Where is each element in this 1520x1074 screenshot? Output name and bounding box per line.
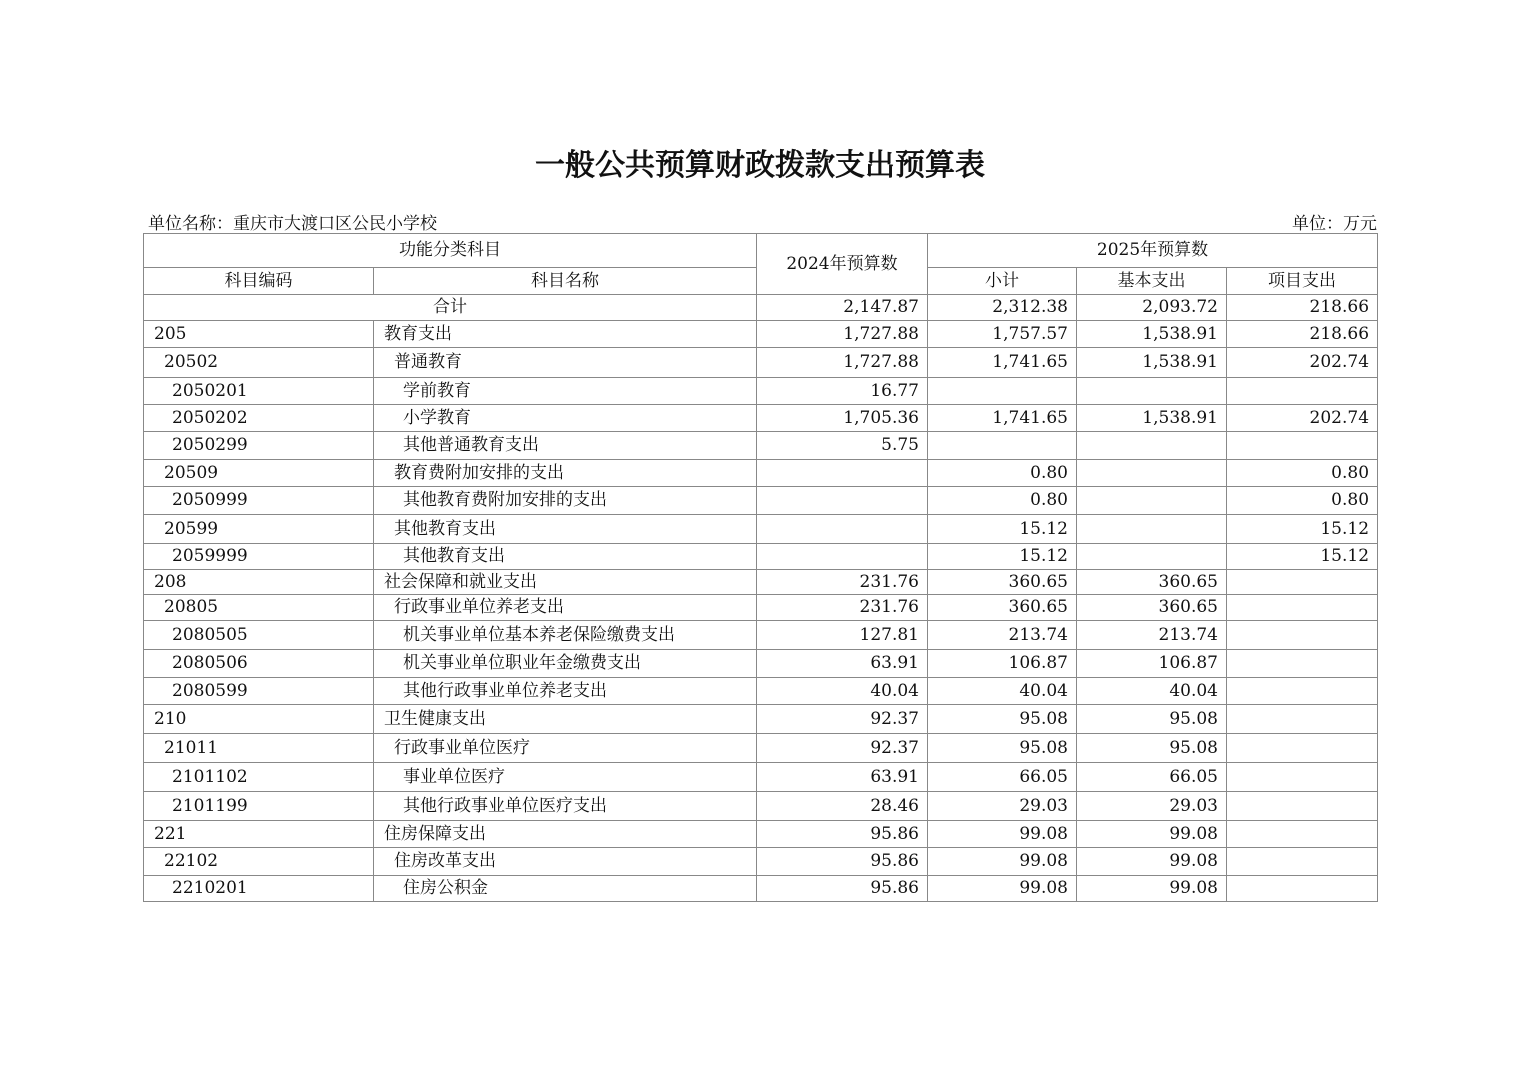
table-row bbox=[144, 348, 1378, 378]
budget-2024-cell: 28.46 bbox=[757, 792, 928, 821]
table-row bbox=[144, 544, 1378, 570]
table-row bbox=[144, 821, 1378, 848]
budget-2025-subtotal-cell: 15.12 bbox=[928, 515, 1077, 544]
budget-2025-project-cell bbox=[1227, 734, 1378, 763]
budget-2024-cell: 63.91 bbox=[757, 650, 928, 678]
budget-2025-subtotal-cell: 1,741.65 bbox=[928, 348, 1077, 378]
budget-2025-basic-cell: 95.08 bbox=[1077, 734, 1227, 763]
budget-2025-subtotal-cell: 95.08 bbox=[928, 734, 1077, 763]
budget-2025-subtotal-cell: 99.08 bbox=[928, 821, 1077, 848]
subject-code-cell: 20805 bbox=[144, 595, 374, 621]
budget-2025-subtotal-cell: 99.08 bbox=[928, 876, 1077, 902]
subject-name-cell: 住房改革支出 bbox=[374, 848, 757, 876]
header-row-1 bbox=[144, 234, 1378, 268]
budget-2025-project-cell bbox=[1227, 705, 1378, 734]
subject-name-cell: 其他普通教育支出 bbox=[374, 432, 757, 460]
total-basic: 2,093.72 bbox=[1077, 295, 1227, 321]
budget-2024-cell: 5.75 bbox=[757, 432, 928, 460]
budget-2025-basic-cell: 66.05 bbox=[1077, 763, 1227, 792]
total-subtotal: 2,312.38 bbox=[928, 295, 1077, 321]
budget-2024-cell: 127.81 bbox=[757, 621, 928, 650]
budget-2025-subtotal-cell bbox=[928, 432, 1077, 460]
currency-unit-label: 单位：万元 bbox=[1292, 214, 1377, 234]
header-2024-budget: 2024年预算数 bbox=[757, 234, 928, 295]
subject-name-cell: 卫生健康支出 bbox=[374, 705, 757, 734]
subject-name-cell: 住房公积金 bbox=[374, 876, 757, 902]
subject-name-cell: 住房保障支出 bbox=[374, 821, 757, 848]
budget-2024-cell bbox=[757, 487, 928, 515]
header-project-expenditure: 项目支出 bbox=[1227, 268, 1378, 295]
subject-name-cell: 机关事业单位基本养老保险缴费支出 bbox=[374, 621, 757, 650]
subject-name-cell: 其他行政事业单位医疗支出 bbox=[374, 792, 757, 821]
subject-code-cell: 20599 bbox=[144, 515, 374, 544]
table-row bbox=[144, 763, 1378, 792]
budget-2024-cell bbox=[757, 544, 928, 570]
budget-2025-basic-cell: 40.04 bbox=[1077, 678, 1227, 705]
subject-name-cell: 其他行政事业单位养老支出 bbox=[374, 678, 757, 705]
table-row bbox=[144, 405, 1378, 432]
subject-name-cell: 教育支出 bbox=[374, 321, 757, 348]
budget-2025-subtotal-cell: 0.80 bbox=[928, 487, 1077, 515]
subject-code-cell: 210 bbox=[144, 705, 374, 734]
page-title: 一般公共预算财政拨款支出预算表 bbox=[535, 148, 985, 183]
subject-name-cell: 小学教育 bbox=[374, 405, 757, 432]
budget-2025-basic-cell: 1,538.91 bbox=[1077, 348, 1227, 378]
subject-name-cell: 学前教育 bbox=[374, 378, 757, 405]
subject-code-cell: 2050999 bbox=[144, 487, 374, 515]
table-row bbox=[144, 595, 1378, 621]
budget-2025-basic-cell: 99.08 bbox=[1077, 876, 1227, 902]
subject-name-cell: 机关事业单位职业年金缴费支出 bbox=[374, 650, 757, 678]
subject-code-cell: 2050201 bbox=[144, 378, 374, 405]
budget-2024-cell bbox=[757, 460, 928, 487]
budget-2025-basic-cell: 213.74 bbox=[1077, 621, 1227, 650]
budget-2025-subtotal-cell: 1,741.65 bbox=[928, 405, 1077, 432]
budget-2024-cell: 95.86 bbox=[757, 848, 928, 876]
total-label: 合计 bbox=[144, 295, 757, 321]
subject-code-cell: 22102 bbox=[144, 848, 374, 876]
budget-2025-subtotal-cell: 360.65 bbox=[928, 570, 1077, 595]
subject-name-cell: 事业单位医疗 bbox=[374, 763, 757, 792]
budget-2025-basic-cell bbox=[1077, 460, 1227, 487]
budget-2025-project-cell bbox=[1227, 848, 1378, 876]
budget-2025-project-cell: 202.74 bbox=[1227, 405, 1378, 432]
subject-code-cell: 20509 bbox=[144, 460, 374, 487]
budget-2024-cell: 95.86 bbox=[757, 876, 928, 902]
budget-2025-project-cell bbox=[1227, 595, 1378, 621]
budget-2024-cell: 231.76 bbox=[757, 570, 928, 595]
unit-name-label: 单位名称：重庆市大渡口区公民小学校 bbox=[148, 214, 437, 234]
budget-2025-basic-cell: 360.65 bbox=[1077, 595, 1227, 621]
table-row bbox=[144, 621, 1378, 650]
budget-2025-subtotal-cell: 95.08 bbox=[928, 705, 1077, 734]
subject-code-cell: 2080599 bbox=[144, 678, 374, 705]
budget-2025-project-cell: 202.74 bbox=[1227, 348, 1378, 378]
subject-name-cell: 行政事业单位养老支出 bbox=[374, 595, 757, 621]
budget-2025-subtotal-cell: 15.12 bbox=[928, 544, 1077, 570]
subject-code-cell: 2059999 bbox=[144, 544, 374, 570]
table-row bbox=[144, 487, 1378, 515]
subject-name-cell: 其他教育费附加安排的支出 bbox=[374, 487, 757, 515]
budget-2024-cell: 231.76 bbox=[757, 595, 928, 621]
table-row bbox=[144, 734, 1378, 763]
subject-code-cell: 20502 bbox=[144, 348, 374, 378]
table-row bbox=[144, 321, 1378, 348]
total-project: 218.66 bbox=[1227, 295, 1378, 321]
header-subject-code: 科目编码 bbox=[144, 268, 374, 295]
subject-name-cell: 普通教育 bbox=[374, 348, 757, 378]
subject-name-cell: 其他教育支出 bbox=[374, 515, 757, 544]
budget-2025-project-cell: 0.80 bbox=[1227, 487, 1378, 515]
budget-2025-project-cell: 0.80 bbox=[1227, 460, 1378, 487]
subject-code-cell: 2210201 bbox=[144, 876, 374, 902]
budget-2025-project-cell bbox=[1227, 570, 1378, 595]
table-row bbox=[144, 432, 1378, 460]
budget-2025-subtotal-cell: 40.04 bbox=[928, 678, 1077, 705]
budget-2025-basic-cell: 95.08 bbox=[1077, 705, 1227, 734]
subject-name-cell: 教育费附加安排的支出 bbox=[374, 460, 757, 487]
budget-2025-project-cell bbox=[1227, 792, 1378, 821]
budget-2025-basic-cell bbox=[1077, 487, 1227, 515]
budget-2025-subtotal-cell: 106.87 bbox=[928, 650, 1077, 678]
subject-code-cell: 205 bbox=[144, 321, 374, 348]
header-function-category: 功能分类科目 bbox=[144, 234, 757, 268]
subject-code-cell: 2050202 bbox=[144, 405, 374, 432]
subject-code-cell: 2080506 bbox=[144, 650, 374, 678]
subject-code-cell: 2080505 bbox=[144, 621, 374, 650]
budget-2024-cell: 1,727.88 bbox=[757, 348, 928, 378]
budget-2025-basic-cell: 99.08 bbox=[1077, 848, 1227, 876]
budget-2025-subtotal-cell bbox=[928, 378, 1077, 405]
subject-name-cell: 行政事业单位医疗 bbox=[374, 734, 757, 763]
subject-code-cell: 2101102 bbox=[144, 763, 374, 792]
budget-2025-basic-cell: 106.87 bbox=[1077, 650, 1227, 678]
total-row bbox=[144, 295, 1378, 321]
budget-2025-subtotal-cell: 360.65 bbox=[928, 595, 1077, 621]
budget-2025-basic-cell bbox=[1077, 378, 1227, 405]
budget-2025-basic-cell: 1,538.91 bbox=[1077, 321, 1227, 348]
table-row bbox=[144, 876, 1378, 902]
subject-code-cell: 21011 bbox=[144, 734, 374, 763]
budget-2025-project-cell bbox=[1227, 763, 1378, 792]
budget-2025-project-cell bbox=[1227, 678, 1378, 705]
budget-2025-subtotal-cell: 1,757.57 bbox=[928, 321, 1077, 348]
budget-2025-project-cell bbox=[1227, 432, 1378, 460]
table-row bbox=[144, 515, 1378, 544]
header-basic-expenditure: 基本支出 bbox=[1077, 268, 1227, 295]
table-row bbox=[144, 570, 1378, 595]
budget-2024-cell bbox=[757, 515, 928, 544]
budget-2025-basic-cell: 1,538.91 bbox=[1077, 405, 1227, 432]
subject-name-cell: 社会保障和就业支出 bbox=[374, 570, 757, 595]
budget-2025-project-cell: 15.12 bbox=[1227, 544, 1378, 570]
total-2024: 2,147.87 bbox=[757, 295, 928, 321]
subject-code-cell: 208 bbox=[144, 570, 374, 595]
budget-2025-project-cell bbox=[1227, 650, 1378, 678]
budget-2025-subtotal-cell: 66.05 bbox=[928, 763, 1077, 792]
subject-code-cell: 2050299 bbox=[144, 432, 374, 460]
budget-2024-cell: 95.86 bbox=[757, 821, 928, 848]
table-row bbox=[144, 460, 1378, 487]
header-2025-budget: 2025年预算数 bbox=[928, 234, 1378, 268]
table-row bbox=[144, 705, 1378, 734]
budget-2025-project-cell bbox=[1227, 876, 1378, 902]
budget-2025-project-cell: 218.66 bbox=[1227, 321, 1378, 348]
budget-2025-basic-cell: 29.03 bbox=[1077, 792, 1227, 821]
table-row bbox=[144, 678, 1378, 705]
budget-2025-basic-cell bbox=[1077, 544, 1227, 570]
budget-2025-basic-cell: 99.08 bbox=[1077, 821, 1227, 848]
budget-2024-cell: 1,727.88 bbox=[757, 321, 928, 348]
header-subtotal: 小计 bbox=[928, 268, 1077, 295]
table-row bbox=[144, 848, 1378, 876]
budget-2025-subtotal-cell: 99.08 bbox=[928, 848, 1077, 876]
budget-2025-project-cell bbox=[1227, 378, 1378, 405]
budget-2025-project-cell: 15.12 bbox=[1227, 515, 1378, 544]
budget-2024-cell: 40.04 bbox=[757, 678, 928, 705]
budget-2025-subtotal-cell: 29.03 bbox=[928, 792, 1077, 821]
budget-2024-cell: 63.91 bbox=[757, 763, 928, 792]
subject-name-cell: 其他教育支出 bbox=[374, 544, 757, 570]
budget-2024-cell: 16.77 bbox=[757, 378, 928, 405]
budget-2024-cell: 1,705.36 bbox=[757, 405, 928, 432]
budget-2025-basic-cell bbox=[1077, 432, 1227, 460]
table-row bbox=[144, 378, 1378, 405]
budget-2025-project-cell bbox=[1227, 621, 1378, 650]
budget-2025-project-cell bbox=[1227, 821, 1378, 848]
subject-code-cell: 221 bbox=[144, 821, 374, 848]
budget-2025-subtotal-cell: 213.74 bbox=[928, 621, 1077, 650]
budget-2024-cell: 92.37 bbox=[757, 734, 928, 763]
budget-2025-basic-cell: 360.65 bbox=[1077, 570, 1227, 595]
table-row bbox=[144, 792, 1378, 821]
subject-code-cell: 2101199 bbox=[144, 792, 374, 821]
budget-table bbox=[143, 233, 1378, 902]
table-row bbox=[144, 650, 1378, 678]
budget-2024-cell: 92.37 bbox=[757, 705, 928, 734]
budget-2025-basic-cell bbox=[1077, 515, 1227, 544]
header-subject-name: 科目名称 bbox=[374, 268, 757, 295]
budget-2025-subtotal-cell: 0.80 bbox=[928, 460, 1077, 487]
